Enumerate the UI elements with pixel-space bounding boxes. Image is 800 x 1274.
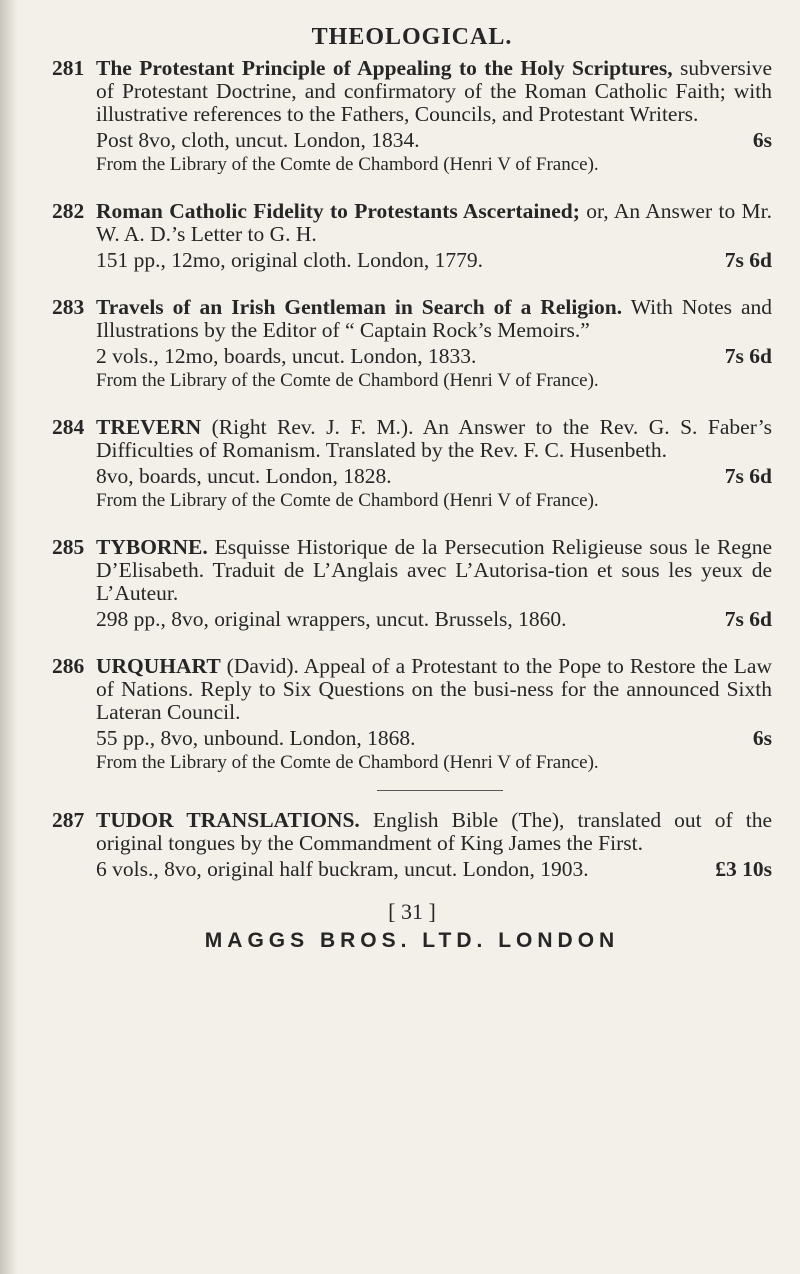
catalogue-entry (52, 200, 772, 272)
entry-provenance: From the Library of the Comte de Chambord (Henri V of France). (96, 752, 599, 773)
catalogue-entry (52, 416, 772, 512)
entry-title-rest: (Right Rev. J. F. M.). An Answer to the Rev. G. S. Faber’s Difficulties of Romanism. Translated by the Rev. F. C. Husenbeth. (96, 415, 772, 462)
catalogue-page (52, 0, 772, 953)
entry-price: £3 10s (715, 857, 772, 881)
publisher-footer: MAGGS BROS. LTD. LONDON (204, 929, 620, 952)
entry-number: 283 (52, 295, 85, 319)
entry-price-line (52, 345, 772, 368)
section-heading: THEOLOGICAL. (311, 24, 513, 50)
entry-title-bold: Travels of an Irish Gentleman in Search of a Religion. (96, 295, 623, 319)
entry-price: 7s 6d (724, 344, 772, 368)
entry-description: 6 vols., 8vo, original half buckram, uncut. London, 1903. (96, 857, 589, 881)
entry-title (96, 57, 772, 126)
entry-title (96, 200, 772, 246)
section-divider (377, 790, 503, 791)
entry-price-line (52, 608, 772, 631)
catalogue-entry (52, 296, 772, 392)
entry-title-bold: URQUHART (96, 654, 221, 678)
entry-number: 285 (52, 535, 85, 559)
entry-provenance: From the Library of the Comte de Chambord (Henri V of France). (96, 370, 599, 391)
entry-number: 282 (52, 199, 85, 223)
entry-title-rest: or, An Answer to Mr. W. A. D.’s Letter to G. H. (96, 199, 772, 246)
entry-title (96, 809, 772, 855)
page-number: [ 31 ] (388, 899, 436, 924)
entry-provenance: From the Library of the Comte de Chambord (Henri V of France). (96, 490, 599, 511)
entry-description: 8vo, boards, uncut. London, 1828. (96, 464, 392, 488)
entry-list (52, 57, 772, 881)
entry-title-rest: subversive of Protestant Doctrine, and confirmatory of the Roman Catholic Faith; with illustrative references to the Fathers, Councils, and Protestant Writers. (96, 56, 772, 126)
entry-description: 2 vols., 12mo, boards, uncut. London, 1833. (96, 344, 477, 368)
entry-title (96, 416, 772, 462)
catalogue-entry (52, 655, 772, 774)
entry-price: 7s 6d (724, 607, 772, 631)
entry-description: 151 pp., 12mo, original cloth. London, 1779. (96, 248, 483, 272)
entry-title (96, 655, 772, 724)
entry-price: 7s 6d (724, 248, 772, 272)
entry-title (96, 296, 772, 342)
entry-title-rest: (David). Appeal of a Protestant to the Pope to Restore the Law of Nations. Reply to Six Questions on the busi-ness for the announced Sixth Lateran Council. (96, 654, 772, 724)
entry-title-bold: The Protestant Principle of Appealing to the Holy Scriptures, (96, 56, 673, 80)
entry-title-bold: TUDOR TRANSLATIONS. (96, 808, 360, 832)
catalogue-entry (52, 57, 772, 176)
entry-price-line (52, 727, 772, 750)
entry-price: 6s (752, 128, 772, 152)
entry-number: 281 (52, 56, 85, 80)
entry-price: 6s (752, 726, 772, 750)
entry-price-line (52, 129, 772, 152)
entry-number: 286 (52, 654, 85, 678)
entry-number: 287 (52, 808, 85, 832)
entry-price: 7s 6d (724, 464, 772, 488)
entry-price-line (52, 465, 772, 488)
page-edge-shadow (0, 0, 18, 1274)
entry-provenance: From the Library of the Comte de Chambord (Henri V of France). (96, 154, 599, 175)
entry-title-bold: Roman Catholic Fidelity to Protestants Ascertained; (96, 199, 580, 223)
entry-description: 55 pp., 8vo, unbound. London, 1868. (96, 726, 416, 750)
entry-number: 284 (52, 415, 85, 439)
catalogue-entry (52, 536, 772, 631)
entry-title-rest: With Notes and Illustrations by the Editor of “ Captain Rock’s Memoirs.” (96, 295, 772, 342)
catalogue-entry (52, 809, 772, 881)
entry-title (96, 536, 772, 605)
entry-title-bold: TYBORNE. (96, 535, 208, 559)
entry-title-rest: English Bible (The), translated out of the original tongues by the Commandment of King James the First. (96, 808, 772, 855)
entry-price-line (52, 249, 772, 272)
entry-description: Post 8vo, cloth, uncut. London, 1834. (96, 128, 420, 152)
entry-title-rest: Esquisse Historique de la Persecution Religieuse sous le Regne D’Elisabeth. Traduit de L’Anglais avec L’Autorisa-tion et sous les yeux de L’Auteur. (96, 535, 772, 605)
entry-description: 298 pp., 8vo, original wrappers, uncut. Brussels, 1860. (96, 607, 567, 631)
entry-price-line (52, 858, 772, 881)
entry-title-bold: TREVERN (96, 415, 202, 439)
